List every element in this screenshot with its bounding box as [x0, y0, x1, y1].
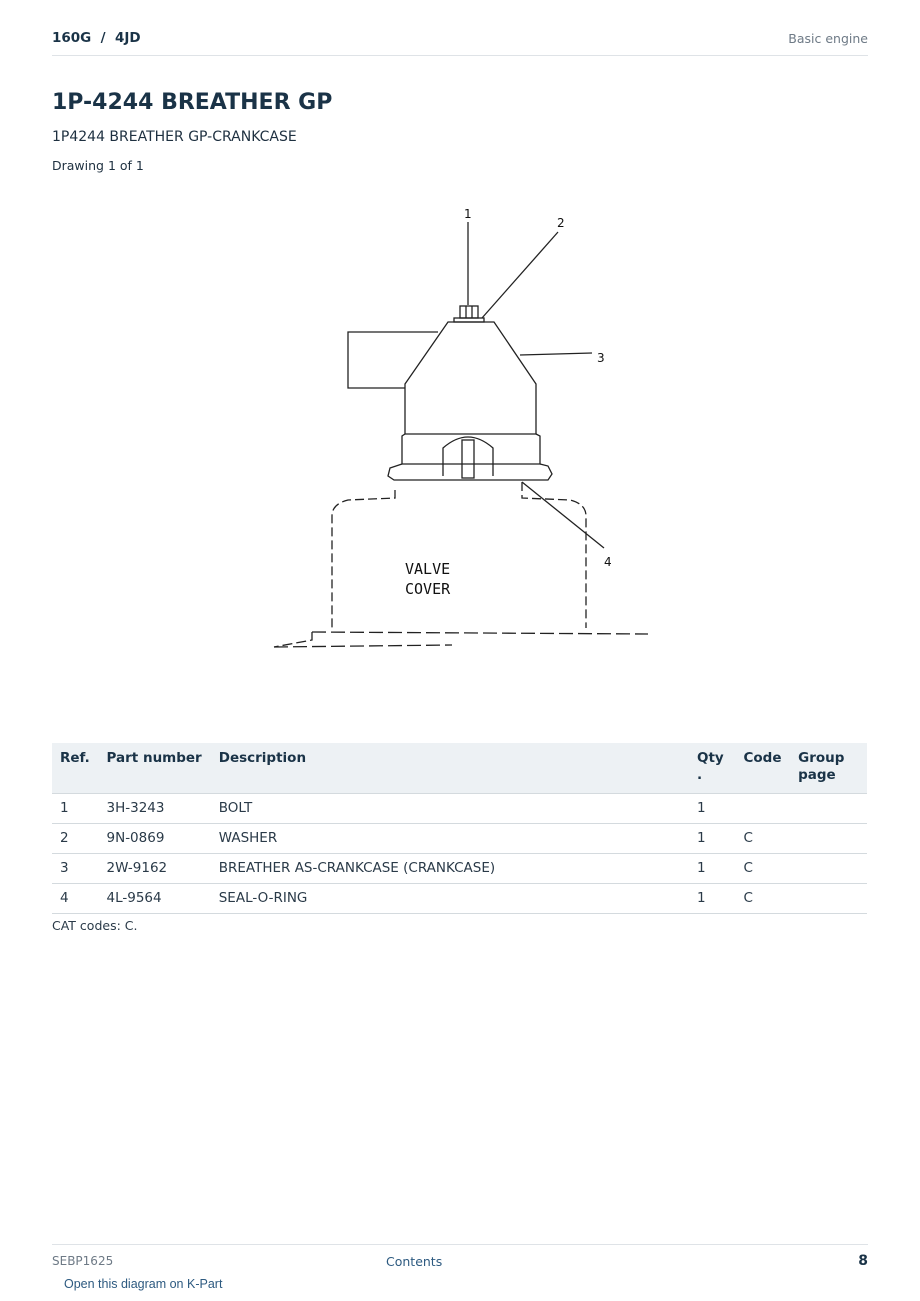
callout-3: 3 — [597, 351, 605, 365]
center-stud — [443, 437, 493, 476]
page-footer — [52, 1244, 868, 1301]
table-row — [52, 794, 867, 824]
page-subtitle: 1P4244 BREATHER GP-CRANKCASE — [52, 129, 297, 145]
valve-cover-label-line2: COVER — [405, 580, 451, 598]
breather-body — [405, 322, 536, 434]
page-title: 1P-4244 BREATHER GP — [52, 90, 333, 115]
cell-group-page — [790, 884, 867, 914]
breather-outlet — [348, 332, 438, 388]
section-name: Basic engine — [788, 31, 868, 46]
page-number: 8 — [858, 1253, 868, 1269]
bolt-head — [460, 306, 478, 318]
cell-description: BREATHER AS-CRANKCASE (CRANKCASE) — [211, 854, 689, 884]
cell-code: C — [736, 854, 791, 884]
valve-cover-base — [312, 632, 648, 634]
parts-table — [52, 743, 867, 914]
valve-cover-outline — [332, 482, 586, 628]
col-group-line2: page — [798, 767, 836, 783]
cell-part-number: 2W-9162 — [99, 854, 211, 884]
leader-line-4 — [522, 482, 604, 548]
cell-ref: 4 — [52, 884, 99, 914]
cat-codes-note: CAT codes: C. — [52, 918, 138, 933]
col-group-line1: Group — [798, 750, 845, 766]
table-row — [52, 824, 867, 854]
col-description: Description — [211, 743, 689, 794]
cell-group-page — [790, 794, 867, 824]
leader-line-3 — [520, 353, 592, 355]
contents-link[interactable]: Contents — [386, 1254, 443, 1269]
col-part-number: Part number — [99, 743, 211, 794]
cell-qty: 1 — [689, 824, 736, 854]
col-code: Code — [736, 743, 791, 794]
table-row — [52, 854, 867, 884]
col-ref: Ref. — [52, 743, 99, 794]
cell-ref: 1 — [52, 794, 99, 824]
breather-collar — [402, 434, 540, 464]
col-qty — [689, 743, 736, 794]
cell-qty: 1 — [689, 794, 736, 824]
cell-part-number: 3H-3243 — [99, 794, 211, 824]
cell-description: WASHER — [211, 824, 689, 854]
cell-description: SEAL-O-RING — [211, 884, 689, 914]
cell-ref: 2 — [52, 824, 99, 854]
cell-code: C — [736, 884, 791, 914]
page-header — [52, 28, 868, 56]
callout-1: 1 — [464, 207, 472, 221]
breather-diagram — [260, 200, 660, 700]
cell-code: C — [736, 824, 791, 854]
kpart-diagram-link[interactable]: Open this diagram on K-Part — [64, 1277, 223, 1291]
cell-qty: 1 — [689, 854, 736, 884]
drawing-counter: Drawing 1 of 1 — [52, 158, 144, 173]
cell-description: BOLT — [211, 794, 689, 824]
col-qty-line1: Qty — [697, 750, 724, 766]
cell-qty: 1 — [689, 884, 736, 914]
col-group-page — [790, 743, 867, 794]
valve-cover-label-line1: VALVE — [405, 560, 451, 578]
callout-2: 2 — [557, 216, 565, 230]
cell-group-page — [790, 824, 867, 854]
cell-group-page — [790, 854, 867, 884]
cell-ref: 3 — [52, 854, 99, 884]
leader-line-2 — [482, 232, 558, 318]
cell-part-number: 9N-0869 — [99, 824, 211, 854]
document-id: SEBP1625 — [52, 1254, 114, 1268]
col-qty-line2: . — [697, 767, 703, 783]
cell-part-number: 4L-9564 — [99, 884, 211, 914]
table-row — [52, 884, 867, 914]
machine-breadcrumb: 160G / 4JD — [52, 30, 141, 46]
callout-4: 4 — [604, 555, 612, 569]
parts-table-header — [52, 743, 867, 794]
cell-code — [736, 794, 791, 824]
